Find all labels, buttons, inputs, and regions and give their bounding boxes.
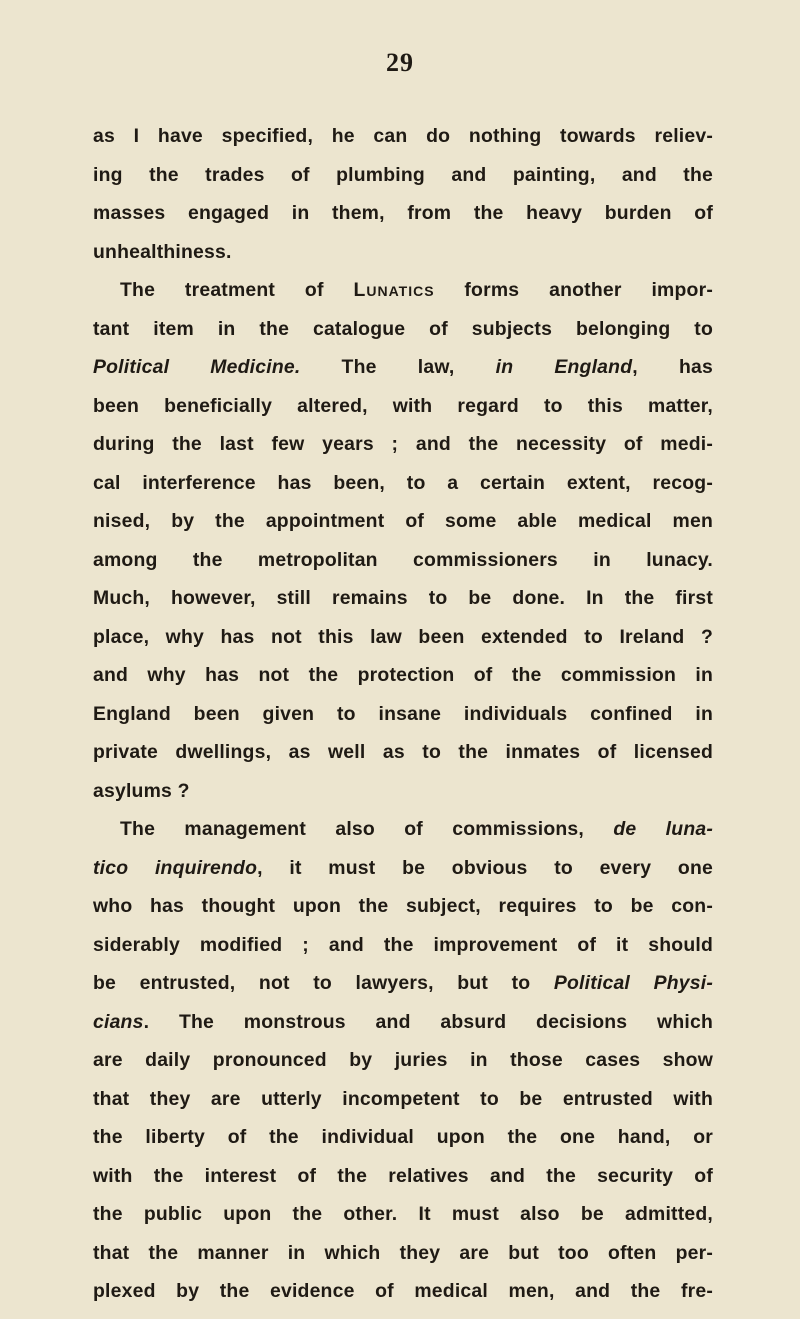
italic-term: tico inquirendo — [93, 856, 258, 879]
text-line: plexed by the evidence of medical men, and the fre- — [93, 1280, 713, 1302]
text-line: The management also of commissions, de luna- — [120, 818, 713, 840]
text-line: Much, however, still remains to be done. In the first — [93, 587, 713, 609]
italic-term: cians — [93, 1010, 144, 1033]
text-line: among the metropolitan commissioners in lunacy. — [93, 548, 713, 571]
text-line: ing the trades of plumbing and painting, and the — [93, 163, 713, 186]
small-caps-term: Lunatics — [353, 279, 435, 301]
page-number: 29 — [386, 48, 414, 77]
text-line: been beneficially altered, with regard to this matter, — [93, 394, 713, 417]
text-line: nised, by the appointment of some able medical men — [93, 510, 713, 532]
text-line: and why has not the protection of the commission in — [93, 664, 713, 686]
text-line: the public upon the other. It must also be admitted, — [93, 1203, 713, 1225]
text-line: siderably modified ; and the improvement of it should — [93, 933, 713, 956]
body-text — [93, 117, 713, 1311]
text-line: are daily pronounced by juries in those cases show — [93, 1049, 713, 1071]
text-line: The treatment of Lunatics forms another impor- — [120, 279, 713, 301]
text-line: tico inquirendo, it must be obvious to every one — [93, 856, 713, 879]
text-line: with the interest of the relatives and the security of — [93, 1164, 713, 1187]
text-line: be entrusted, not to lawyers, but to Political Physi- — [93, 972, 713, 994]
text-line: tant item in the catalogue of subjects belonging to — [93, 317, 713, 340]
text-line: who has thought upon the subject, requires to be con- — [93, 895, 713, 917]
text-line: place, why has not this law been extended to Ireland ? — [93, 625, 713, 648]
text-line: England been given to insane individuals confined in — [93, 702, 713, 725]
text-line: the liberty of the individual upon the one hand, or — [93, 1126, 713, 1148]
text-line: during the last few years ; and the necessity of medi- — [93, 433, 713, 455]
text-line: Political Medicine. The law, in England, has — [93, 356, 713, 378]
italic-term: de luna- — [613, 818, 713, 840]
text-line: masses engaged in them, from the heavy burden of — [93, 202, 713, 224]
text-line: asylums ? — [93, 779, 190, 802]
text-line: cal interference has been, to a certain extent, recog- — [93, 471, 713, 494]
italic-term: Political Physi- — [553, 972, 713, 994]
text-line: that the manner in which they are but too often per- — [93, 1241, 713, 1264]
text-line: that they are utterly incompetent to be entrusted with — [93, 1087, 713, 1110]
italic-term: Political Medicine. — [93, 356, 301, 378]
text-line: private dwellings, as well as to the inmates of licensed — [93, 741, 713, 763]
text-line: cians. The monstrous and absurd decisions which — [93, 1010, 713, 1033]
text-line: unhealthiness. — [93, 240, 232, 263]
text-line: as I have specified, he can do nothing towards reliev- — [93, 125, 713, 147]
italic-term: in England — [495, 356, 633, 378]
